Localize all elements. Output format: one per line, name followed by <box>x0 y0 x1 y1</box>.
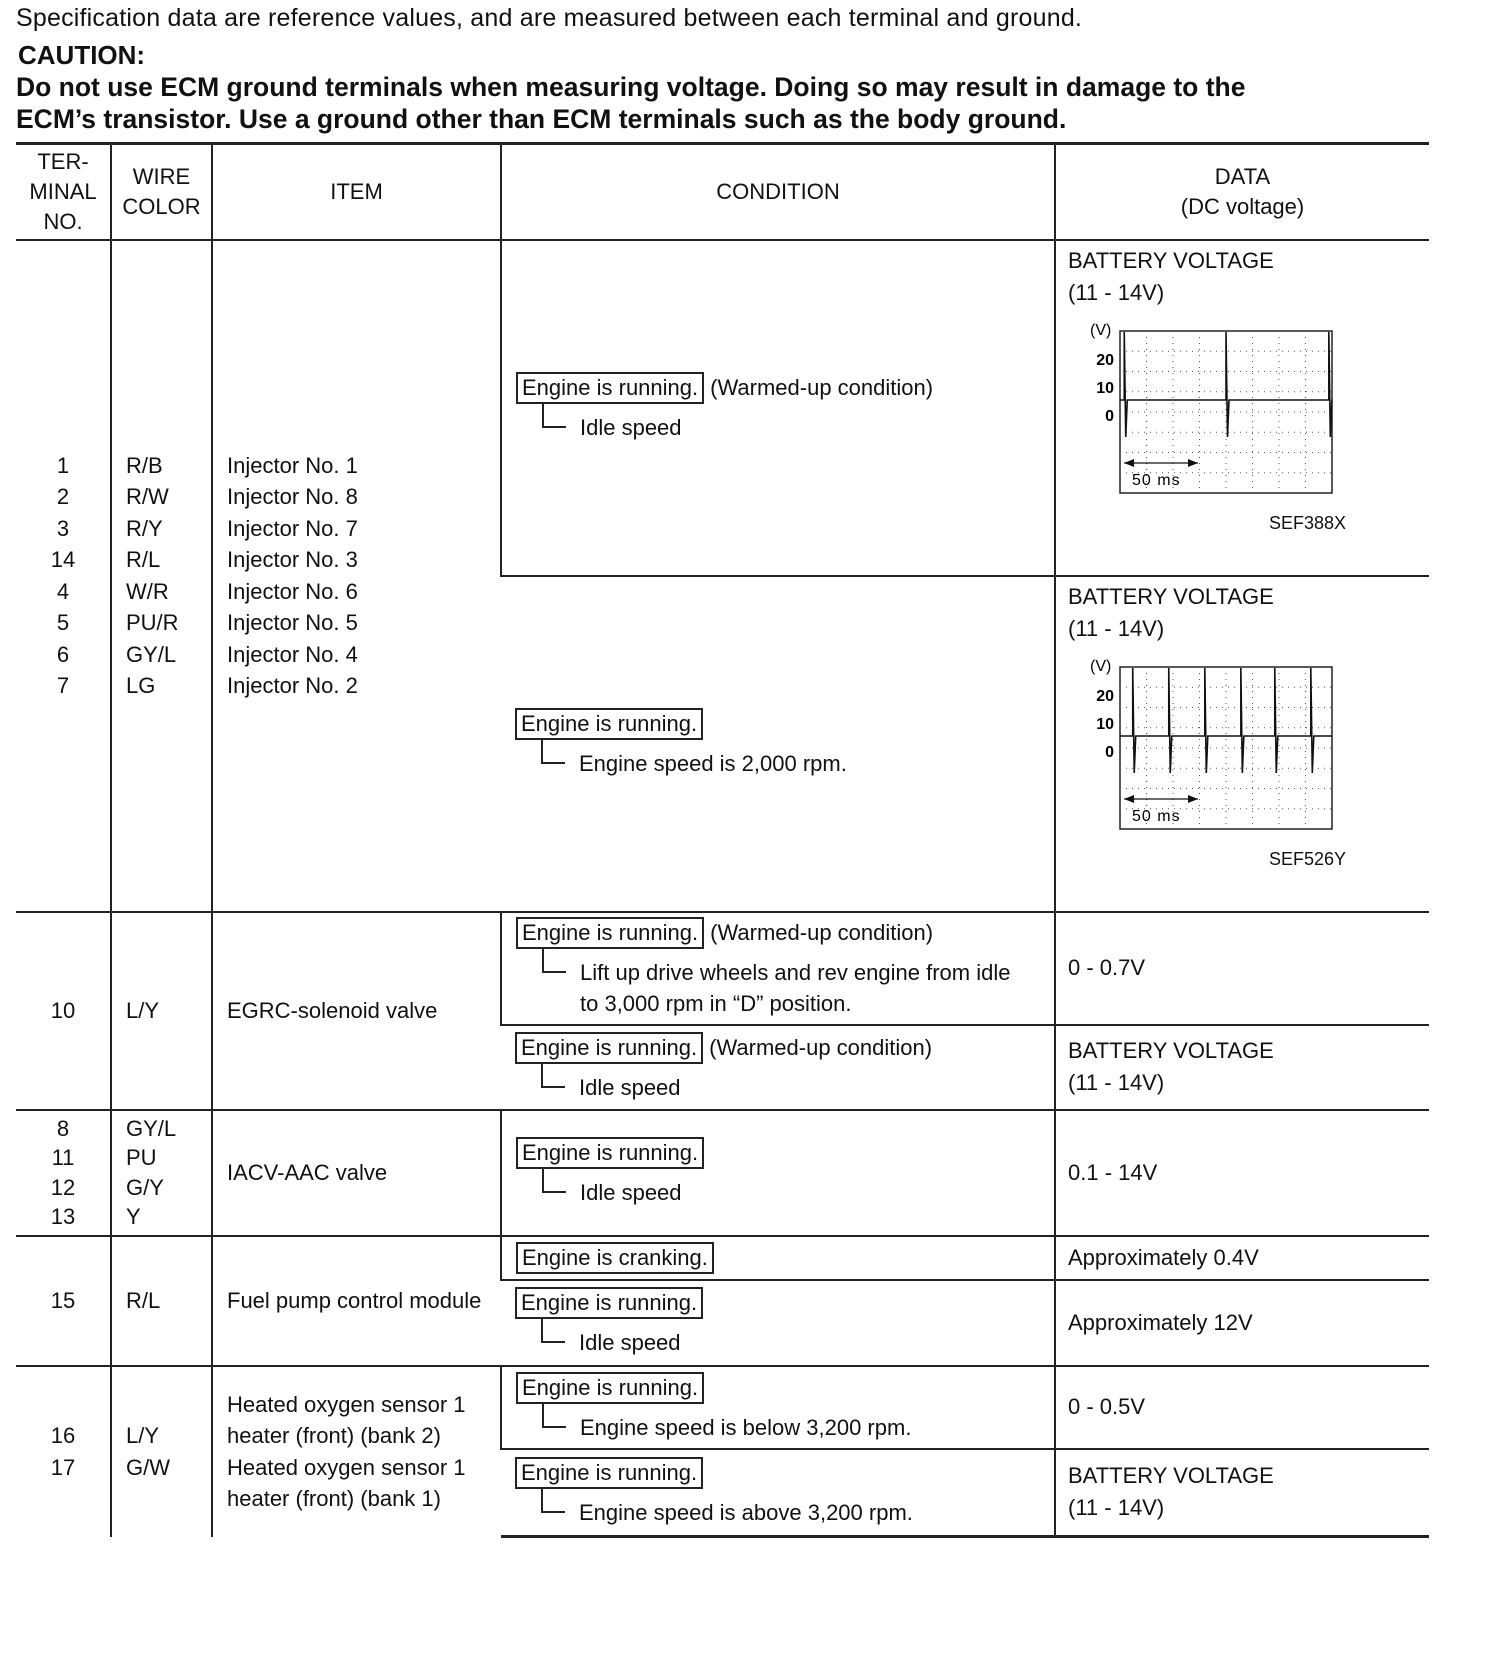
waveform-graph <box>1068 317 1348 517</box>
injector-terminals <box>16 240 111 912</box>
data-range: (11 - 14V) <box>1068 1070 1165 1095</box>
condition-box: Engine is running. <box>516 1137 704 1169</box>
table-row-ho2s-below <box>16 1366 1429 1449</box>
condition-cell <box>501 1366 1055 1449</box>
data-value: 0.1 - 14V <box>1055 1110 1429 1236</box>
condition-box: Engine is running. <box>516 917 704 949</box>
terminal-no: 11 <box>51 1145 75 1170</box>
time-scale-arrow-left <box>1124 795 1134 803</box>
wire-color: GY/L <box>126 641 177 667</box>
ho2s-items <box>212 1366 501 1537</box>
terminal-no: 13 <box>50 1204 76 1229</box>
time-scale-arrow-left <box>1124 459 1134 467</box>
wire-color: R/Y <box>126 515 163 541</box>
terminal-no: 2 <box>56 484 70 509</box>
header-terminal-l3: NO. <box>43 208 83 234</box>
data-range: (11 - 14V) <box>1068 1495 1165 1521</box>
wire-color: R/B <box>126 452 163 478</box>
item-name: Injector No. 7 <box>227 515 358 541</box>
y-tick-label: 20 <box>1096 351 1114 369</box>
condition-cell <box>501 1449 1055 1537</box>
header-terminal-l2: MINAL <box>29 178 97 204</box>
y-unit-label: (V) <box>1090 321 1112 339</box>
y-tick-label: 10 <box>1096 715 1114 733</box>
terminal-no: 8 <box>56 1115 70 1141</box>
table-row-iacv <box>16 1110 1429 1236</box>
ecm-terminal-table <box>16 142 1429 1538</box>
data-value: Approximately 12V <box>1055 1280 1429 1366</box>
terminal-no: 3 <box>56 515 70 541</box>
item-name: Injector No. 3 <box>227 547 358 572</box>
data-value: BATTERY VOLTAGE <box>1068 1463 1274 1489</box>
condition-sub <box>542 957 1054 1019</box>
header-terminal-l1: TER- <box>37 148 89 174</box>
wire-color: W/R <box>126 578 169 604</box>
item-name: EGRC-solenoid valve <box>212 912 501 1110</box>
condition-sub-l1: Lift up drive wheels and rev engine from idle <box>580 959 1011 985</box>
header-wire <box>111 144 212 240</box>
wire-color: L/Y <box>126 1423 160 1448</box>
terminal-no: 7 <box>56 673 70 698</box>
item-name: Injector No. 2 <box>227 673 358 698</box>
data-cell <box>1055 240 1429 576</box>
condition-sub: Engine speed is 2,000 rpm. <box>541 748 1054 779</box>
condition-sub: Idle speed <box>542 412 1054 443</box>
wire-color: G/Y <box>126 1174 164 1200</box>
time-scale-label: 50 ms <box>1132 471 1181 489</box>
y-tick-label: 20 <box>1096 687 1114 705</box>
condition-cell <box>501 912 1055 1025</box>
time-scale-arrow-right <box>1188 459 1198 467</box>
caution-line-2: ECM’s transistor. Use a ground other than ECM terminals such as the body ground. <box>16 104 1067 134</box>
data-range: (11 - 14V) <box>1068 615 1165 641</box>
figure-code: SEF526Y <box>1268 848 1346 869</box>
data-value: Approximately 0.4V <box>1055 1236 1429 1280</box>
header-condition: CONDITION <box>501 144 1055 240</box>
wire-color: GY/L <box>126 1115 177 1141</box>
header-data-l1: DATA <box>1214 163 1271 189</box>
data-range: (11 - 14V) <box>1068 279 1165 305</box>
terminal-no: 10 <box>16 912 111 1110</box>
y-unit-label: (V) <box>1090 657 1112 675</box>
caution-title: CAUTION: <box>18 40 146 70</box>
iacv-wires <box>111 1110 212 1236</box>
data-cell <box>1055 1025 1429 1110</box>
ho2s-terminals <box>16 1366 111 1537</box>
waveform-2000rpm <box>1068 653 1348 875</box>
waveform-idle <box>1068 317 1348 539</box>
item-name: Injector No. 4 <box>227 641 358 667</box>
item-name: IACV-AAC valve <box>212 1110 501 1236</box>
condition-box: Engine is cranking. <box>516 1242 714 1274</box>
condition-sub: Idle speed <box>541 1327 1054 1358</box>
data-value: BATTERY VOLTAGE <box>1068 583 1274 609</box>
condition-cell <box>501 1025 1055 1110</box>
terminal-no: 6 <box>56 641 70 667</box>
condition-box: Engine is running. <box>515 708 703 740</box>
terminal-no: 5 <box>56 610 70 635</box>
item-name: Injector No. 1 <box>227 452 358 478</box>
condition-cell <box>501 1236 1055 1280</box>
table-row-injectors-idle <box>16 240 1429 576</box>
header-data-l2: (DC voltage) <box>1180 193 1305 219</box>
condition-sub: Idle speed <box>541 1072 1054 1103</box>
condition-sub: Idle speed <box>542 1177 1054 1208</box>
data-value: BATTERY VOLTAGE <box>1068 1038 1274 1063</box>
caution-line-1: Do not use ECM ground terminals when measuring voltage. Doing so may result in damage to the <box>16 72 1246 102</box>
header-terminal <box>16 144 111 240</box>
item-name: heater (front) (bank 2) <box>227 1423 441 1448</box>
y-tick-label: 10 <box>1096 379 1114 397</box>
condition-sub-l2: to 3,000 rpm in “D” position. <box>580 990 852 1016</box>
condition-cell <box>501 1280 1055 1366</box>
waveform-graph <box>1068 653 1348 853</box>
condition-note: (Warmed-up condition) <box>710 919 934 945</box>
terminal-no: 16 <box>50 1423 76 1448</box>
condition-box: Engine is running. <box>515 1457 703 1489</box>
data-cell <box>1055 1449 1429 1537</box>
injector-items <box>212 240 501 912</box>
terminal-no: 4 <box>56 578 70 604</box>
item-name: Fuel pump control module <box>212 1236 501 1366</box>
item-name: Heated oxygen sensor 1 <box>227 1454 466 1480</box>
data-value: BATTERY VOLTAGE <box>1068 247 1274 273</box>
condition-box: Engine is running. <box>515 1287 703 1319</box>
condition-box: Engine is running. <box>515 1032 703 1064</box>
header-data <box>1055 144 1429 240</box>
time-scale-arrow-right <box>1188 795 1198 803</box>
intro-text: Specification data are reference values, and are measured between each terminal and ground. <box>16 4 1083 32</box>
terminal-no: 12 <box>50 1174 76 1200</box>
wire-color: R/L <box>111 1236 212 1366</box>
condition-sub: Engine speed is above 3,200 rpm. <box>541 1497 1054 1528</box>
header-row <box>16 144 1429 240</box>
wire-color: L/Y <box>111 912 212 1110</box>
iacv-terminals <box>16 1110 111 1236</box>
time-scale-label: 50 ms <box>1132 807 1181 825</box>
terminal-no: 14 <box>50 547 76 572</box>
wire-color: R/W <box>126 484 169 509</box>
header-wire-l1: WIRE <box>132 163 191 189</box>
data-value: 0 - 0.5V <box>1055 1366 1429 1449</box>
terminal-no: 15 <box>16 1236 111 1366</box>
wire-color: R/L <box>126 547 161 572</box>
y-tick-label: 0 <box>1105 407 1114 425</box>
condition-sub: Engine speed is below 3,200 rpm. <box>542 1412 1054 1443</box>
condition-cell <box>501 1110 1055 1236</box>
wire-color: PU <box>126 1145 157 1170</box>
data-cell <box>1055 576 1429 912</box>
item-name: Injector No. 6 <box>227 578 358 604</box>
header-wire-l2: COLOR <box>122 193 201 219</box>
data-value: 0 - 0.7V <box>1055 912 1429 1025</box>
item-name: Heated oxygen sensor 1 <box>227 1391 466 1417</box>
ho2s-wires <box>111 1366 212 1537</box>
table-row-egrc-rev <box>16 912 1429 1025</box>
condition-note: (Warmed-up condition) <box>709 1034 933 1060</box>
condition-cell <box>501 240 1055 576</box>
header-item: ITEM <box>212 144 501 240</box>
condition-note: (Warmed-up condition) <box>710 375 934 400</box>
wire-color: LG <box>126 673 156 698</box>
terminal-no: 17 <box>50 1454 76 1480</box>
wire-color: Y <box>126 1204 141 1229</box>
caution-text <box>16 71 1426 135</box>
injector-wires <box>111 240 212 912</box>
wire-color: PU/R <box>126 610 179 635</box>
item-name: Injector No. 5 <box>227 610 358 635</box>
condition-box: Engine is running. <box>516 372 704 404</box>
condition-box: Engine is running. <box>516 1372 704 1404</box>
wire-color: G/W <box>126 1454 170 1480</box>
condition-cell <box>501 576 1055 912</box>
item-name: Injector No. 8 <box>227 484 358 509</box>
item-name: heater (front) (bank 1) <box>227 1486 441 1511</box>
y-tick-label: 0 <box>1105 743 1114 761</box>
table-row-fuel-cranking <box>16 1236 1429 1280</box>
terminal-no: 1 <box>56 452 70 478</box>
figure-code: SEF388X <box>1268 512 1346 533</box>
